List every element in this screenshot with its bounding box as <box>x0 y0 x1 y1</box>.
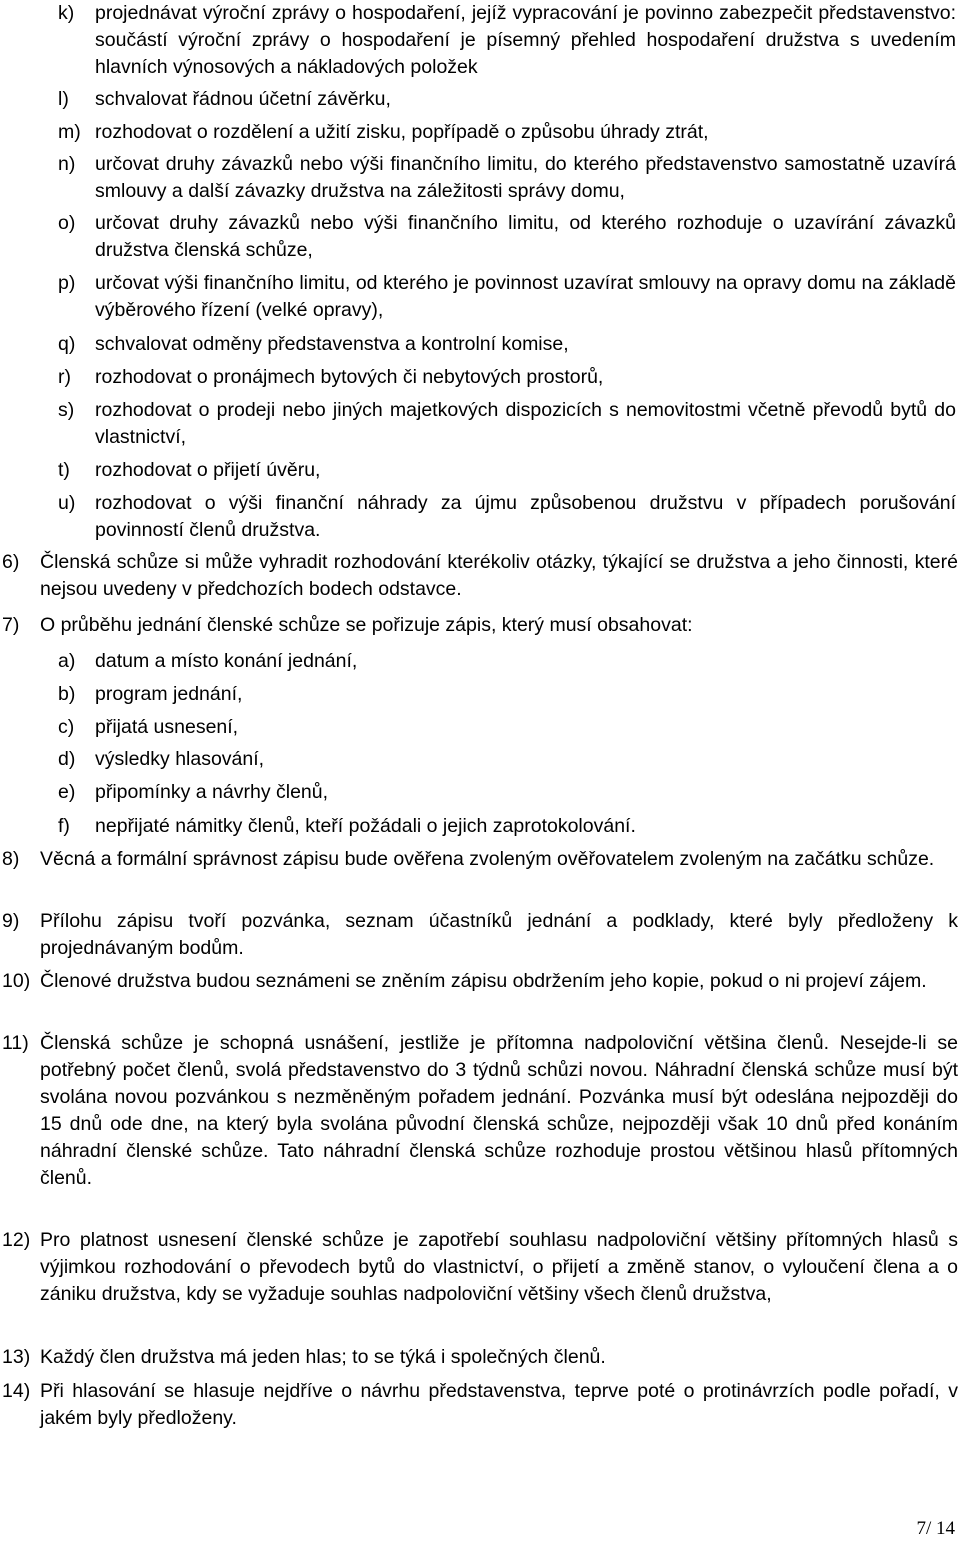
list-item-m <box>58 119 956 146</box>
list-item-c <box>58 714 956 741</box>
paragraph-number: 7) <box>2 614 20 636</box>
list-item-e <box>58 779 956 806</box>
item-text: výsledky hlasování, <box>95 748 265 770</box>
item-marker: r) <box>58 366 71 388</box>
item-marker: m) <box>58 121 81 143</box>
paragraph-12 <box>2 1227 958 1308</box>
paragraph-text: Věcná a formální správnost zápisu bude ověřena zvoleným ověřovatelem zvoleným na začátku schůze. <box>40 848 935 870</box>
paragraph-number: 6) <box>2 551 20 573</box>
item-text: projednávat výroční zprávy o hospodaření, jejíž vypracování je povinno zabezpečit představenstvo: součástí výroční zprávy o hospodaření je písemný přehled hospodaření družstva s uvedením hlavních výnosových a nákladových položek <box>95 2 956 78</box>
item-marker: k) <box>58 2 75 24</box>
item-text: nepřijaté námitky členů, kteří požádali o jejich zaprotokolování. <box>95 815 636 837</box>
item-marker: b) <box>58 683 76 705</box>
page-number: 7/ 14 <box>916 1518 955 1539</box>
list-item-r <box>58 364 956 391</box>
list-item-d <box>58 746 956 773</box>
item-text: rozhodovat o přijetí úvěru, <box>95 459 321 481</box>
paragraph-text: Přílohu zápisu tvoří pozvánka, seznam účastníků jednání a podklady, které byly předloženy k projednávaným bodům. <box>40 910 958 959</box>
paragraph-number: 9) <box>2 910 20 932</box>
paragraph-number: 13) <box>2 1346 31 1368</box>
paragraph-text: Každý člen družstva má jeden hlas; to se týká i společných členů. <box>40 1346 606 1368</box>
paragraph-number: 10) <box>2 970 31 992</box>
paragraph-8 <box>2 846 958 873</box>
list-item-f <box>58 813 956 840</box>
item-text: rozhodovat o výši finanční náhrady za újmu způsobenou družstvu v případech porušování povinností členů družstva. <box>95 492 956 541</box>
item-marker: c) <box>58 716 75 738</box>
item-marker: a) <box>58 650 76 672</box>
item-marker: e) <box>58 781 76 803</box>
paragraph-number: 14) <box>2 1380 31 1402</box>
paragraph-text: Při hlasování se hlasuje nejdříve o návrhu představenstva, teprve poté o protinávrzích podle pořadí, v jakém byly předloženy. <box>40 1380 958 1429</box>
item-text: určovat výši finančního limitu, od kterého je povinnost uzavírat smlouvy na opravy domu na základě výběrového řízení (velké opravy), <box>95 272 956 321</box>
paragraph-7 <box>2 612 958 639</box>
list-item-a <box>58 648 956 675</box>
paragraph-11 <box>2 1030 958 1192</box>
item-marker: f) <box>58 815 70 837</box>
list-item-u <box>58 490 956 544</box>
paragraph-13 <box>2 1344 958 1371</box>
list-item-t <box>58 457 956 484</box>
item-text: rozhodovat o prodeji nebo jiných majetkových dispozicích s nemovitostmi včetně převodů bytů do vlastnictví, <box>95 399 956 448</box>
item-text: schvalovat odměny představenstva a kontrolní komise, <box>95 333 569 355</box>
list-item-q <box>58 331 956 358</box>
list-item-p <box>58 270 956 324</box>
paragraph-text: O průběhu jednání členské schůze se pořizuje zápis, který musí obsahovat: <box>40 614 693 636</box>
item-marker: d) <box>58 748 76 770</box>
item-text: program jednání, <box>95 683 243 705</box>
item-marker: u) <box>58 492 76 514</box>
list-item-o <box>58 210 956 264</box>
paragraph-number: 12) <box>2 1229 31 1251</box>
paragraph-10 <box>2 968 958 995</box>
list-item-l <box>58 86 956 113</box>
item-text: datum a místo konání jednání, <box>95 650 358 672</box>
list-item-s <box>58 397 956 451</box>
item-marker: n) <box>58 153 76 175</box>
paragraph-number: 11) <box>2 1032 29 1054</box>
item-text: určovat druhy závazků nebo výši finančního limitu, od kterého rozhoduje o uzavírání závazků družstva členská schůze, <box>95 212 956 261</box>
item-marker: t) <box>58 459 70 481</box>
list-item-b <box>58 681 956 708</box>
paragraph-9 <box>2 908 958 962</box>
item-marker: l) <box>58 88 69 110</box>
item-text: rozhodovat o rozdělení a užití zisku, popřípadě o způsobu úhrady ztrát, <box>95 121 709 143</box>
item-marker: q) <box>58 333 76 355</box>
item-text: schvalovat řádnou účetní závěrku, <box>95 88 391 110</box>
item-marker: p) <box>58 272 76 294</box>
item-text: připomínky a návrhy členů, <box>95 781 329 803</box>
paragraph-number: 8) <box>2 848 20 870</box>
paragraph-6 <box>2 549 958 603</box>
item-text: určovat druhy závazků nebo výši finančního limitu, do kterého představenstvo samostatně uzavírá smlouvy a další závazky družstva na záležitosti správy domu, <box>95 153 956 202</box>
item-text: rozhodovat o pronájmech bytových či nebytových prostorů, <box>95 366 604 388</box>
paragraph-text: Pro platnost usnesení členské schůze je zapotřebí souhlasu nadpoloviční většiny přítomných hlasů s výjimkou rozhodování o převodech bytů do vlastnictví, o přijetí a změně stanov, o vyloučení člena a o zániku družstva, kdy se vyžaduje souhlas nadpoloviční většiny všech členů družstva, <box>40 1229 958 1305</box>
list-item-k <box>58 0 956 81</box>
paragraph-text: Členská schůze je schopná usnášení, jestliže je přítomna nadpoloviční většina členů. Nesejde-li se potřebný počet členů, svolá představenstvo do 3 týdnů schůzi novou. Náhradní členská schůze musí být svolána novou pozvánkou s nezměněným pořadem jednání. Pozvánka musí být odeslána nejpozději do 15 dnů ode dne, na který byla svolána původní členská schůze, nejpozději však 10 dnů před konáním náhradní členské schůze. Tato náhradní členská schůze rozhoduje prostou většinou hlasů přítomných členů. <box>40 1032 958 1189</box>
paragraph-text: Členové družstva budou seznámeni se zněním zápisu obdržením jeho kopie, pokud o ni projeví zájem. <box>40 970 927 992</box>
paragraph-14 <box>2 1378 958 1432</box>
item-text: přijatá usnesení, <box>95 716 239 738</box>
item-marker: o) <box>58 212 76 234</box>
paragraph-text: Členská schůze si může vyhradit rozhodování kterékoliv otázky, týkající se družstva a jeho činnosti, které nejsou uvedeny v předchozích bodech odstavce. <box>40 551 958 600</box>
item-marker: s) <box>58 399 75 421</box>
list-item-n <box>58 151 956 205</box>
